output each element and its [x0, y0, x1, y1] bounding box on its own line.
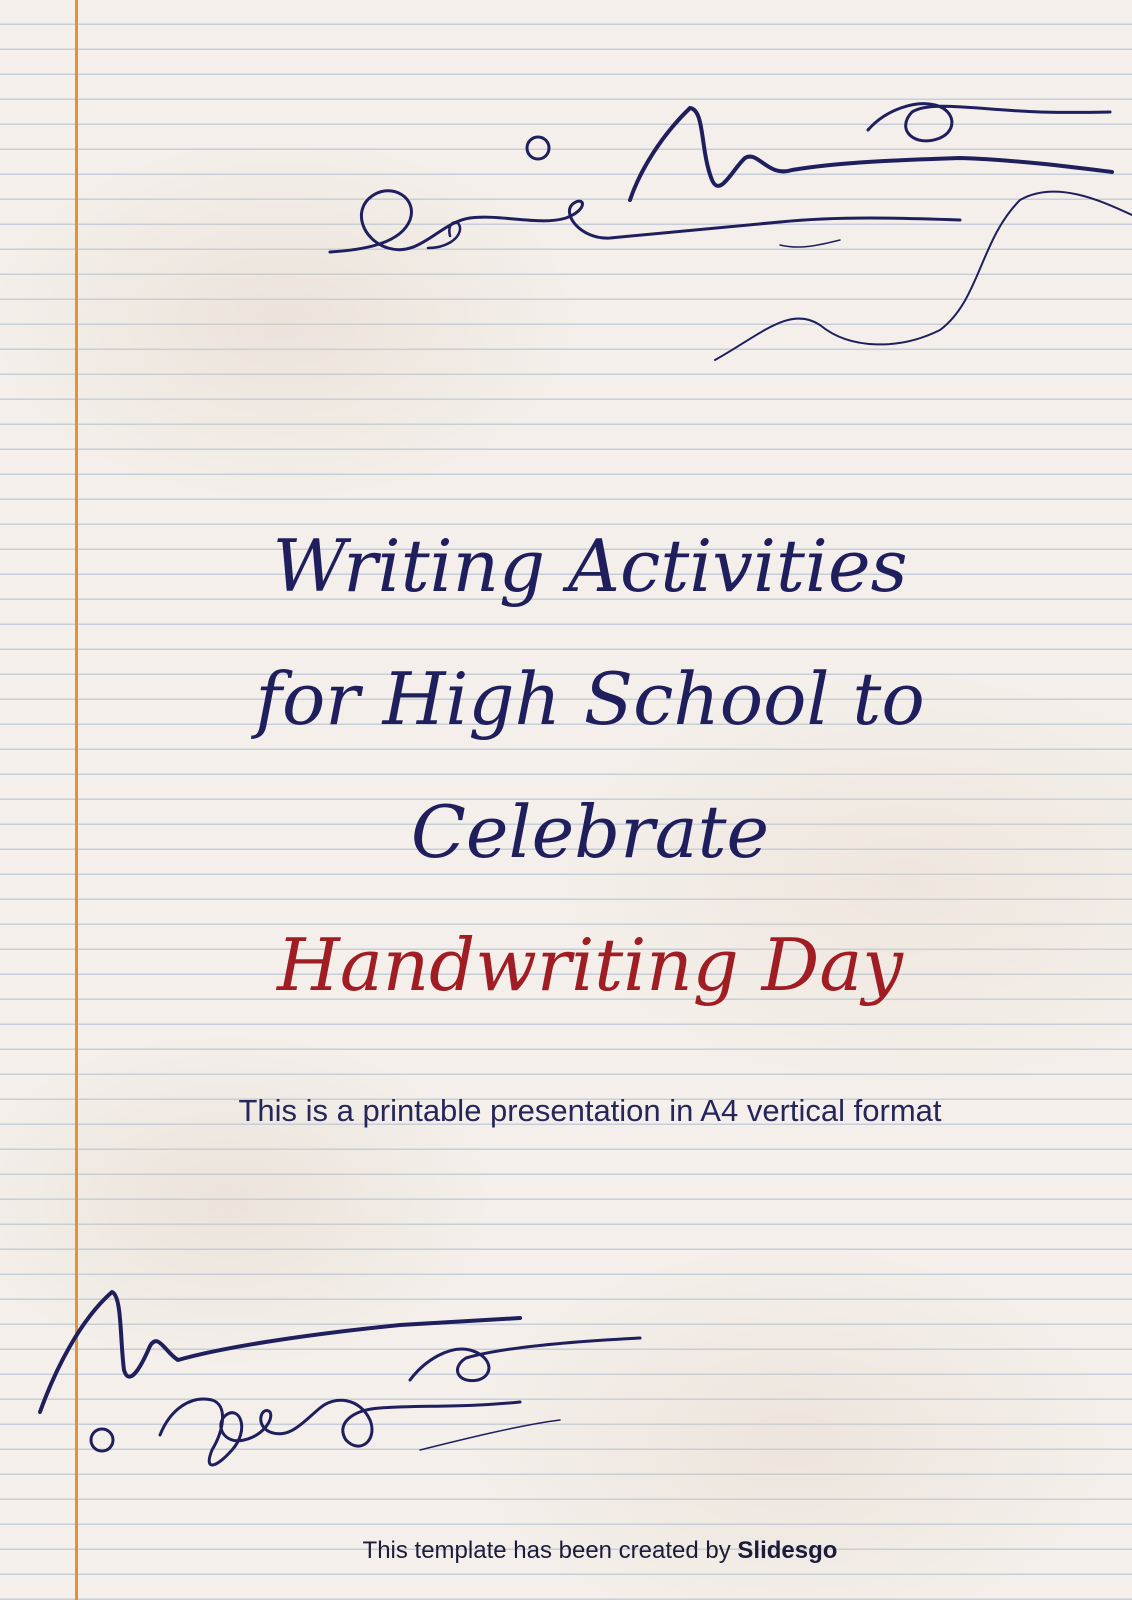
title-line-3: Celebrate: [410, 790, 770, 874]
title-line-2: for High School to: [255, 657, 925, 741]
credit-brand: Slidesgo: [737, 1537, 838, 1564]
subtitle: This is a printable presentation in A4 vertical format: [238, 1093, 942, 1128]
template-credit: [200, 1537, 1000, 1565]
bottom-ink-flourish: [0, 1240, 700, 1500]
credit-prefix: This template has been created by: [362, 1537, 738, 1564]
title-line-4-accent: Handwriting Day: [277, 923, 903, 1007]
title-line-1: Writing Activities: [272, 524, 908, 608]
page-title: [140, 500, 1040, 1032]
top-ink-flourish: [0, 0, 1132, 400]
